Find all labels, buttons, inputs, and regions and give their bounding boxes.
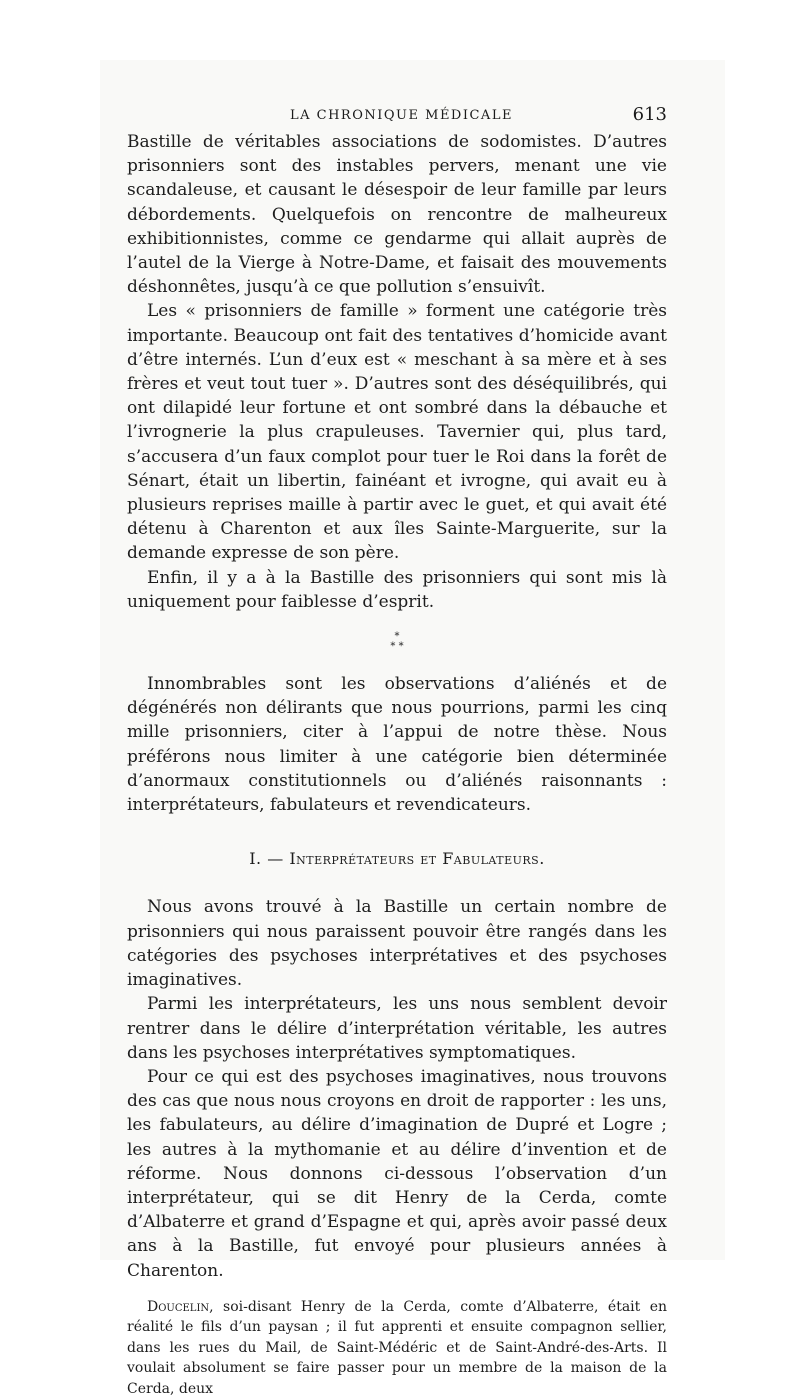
- paragraph-2: Les « prisonniers de famille » forment une catégorie très importante. Beaucoup ont fait des tentatives d’homicide avant d’être internés. L’un d’eux est « meschant à sa mère et à ses frères et veut tout tuer ». D’autres sont des déséquilibrés, qui ont dilapidé leur fortune et ont sombré dans la débauche et l’ivrognerie la plus crapuleuses. Tavernier qui, plus tard, s’accusera d’un faux complot pour tuer le Roi dans la forêt de Sénart, était un libertin, fainéant et ivrogne, qui avait eu à plusieurs reprises maille à partir avec le guet, et qui avait été détenu à Charenton et aux îles Sainte-Marguerite, sur la demande expresse de son père.: [127, 301, 667, 564]
- paragraph-5: Nous avons trouvé à la Bastille un certain nombre de prisonniers qui nous paraissent pouvoir être rangés dans les catégories des psychoses interprétatives et des psychoses imaginatives.: [127, 897, 667, 991]
- section-number: I. —: [249, 849, 284, 869]
- footnote-text: , soi-disant Henry de la Cerda, comte d’Albaterre, était en réalité le fils d’un paysan ; il fut apprenti et ensuite compagnon sellier, dans les rues du Mail, de Saint-Médéric et de Saint-André-des-Arts. Il voulait absolument se faire passer pour un membre de la maison de la Cerda, deux: [127, 1298, 667, 1397]
- section-title: Interprétateurs et Fabulateurs.: [289, 849, 545, 869]
- section-heading: [127, 847, 667, 871]
- paragraph-1: Bastille de véritables associations de sodomistes. D’autres prisonniers sont des instables pervers, menant une vie scandaleuse, et causant le désespoir de leur famille par leurs débordements. Quelquefois on rencontre de malheureux exhibitionnistes, comme ce gendarme qui allait auprès de l’autel de la Vierge à Notre-Dame, et faisait des mouvements déshonnêtes, jusqu’à ce que pollution s’ensuivît.: [127, 132, 667, 298]
- page-number: 613: [632, 104, 667, 125]
- paragraph-7: Pour ce qui est des psychoses imaginatives, nous trouvons des cas que nous nous croyons en droit de rapporter : les uns, les fabulateurs, au délire d’imagination de Dupré et Logre ; les autres à la mythomanie et au délire d’invention et de réforme. Nous donnons ci-dessous l’observation d’un interprétateur, qui se dit Henry de la Cerda, comte d’Albaterre et grand d’Espagne et qui, après avoir passé deux ans à la Bastille, fut envoyé pour plusieurs années à Charenton.: [127, 1066, 667, 1281]
- footnote: [127, 1297, 667, 1399]
- footnote-paragraph: [127, 1297, 667, 1399]
- footnote-name: Doucelin: [147, 1298, 210, 1315]
- paragraph-3: Enfin, il y a à la Bastille des prisonniers qui sont mis là uniquement pour faiblesse d’esprit.: [127, 567, 667, 612]
- paragraph-4: Innombrables sont les observations d’aliénés et de dégénérés non délirants que nous pourrions, parmi les cinq mille prisonniers, citer à l’appui de notre thèse. Nous préférons nous limiter à une catégorie bien déterminée d’anormaux constitutionnels ou d’aliénés raisonnants : interprétateurs, fabulateurs et revendicateurs.: [127, 674, 667, 816]
- running-title: LA CHRONIQUE MÉDICALE: [290, 108, 513, 123]
- paragraph-6: Parmi les interprétateurs, les uns nous semblent devoir rentrer dans le délire d’interprétation véritable, les autres dans les psychoses interprétatives symptomatiques.: [127, 994, 667, 1063]
- page-body: [127, 130, 667, 1399]
- asterism-top: *: [394, 631, 400, 643]
- asterism-bottom: * *: [390, 641, 404, 653]
- asterism-separator: [127, 632, 667, 652]
